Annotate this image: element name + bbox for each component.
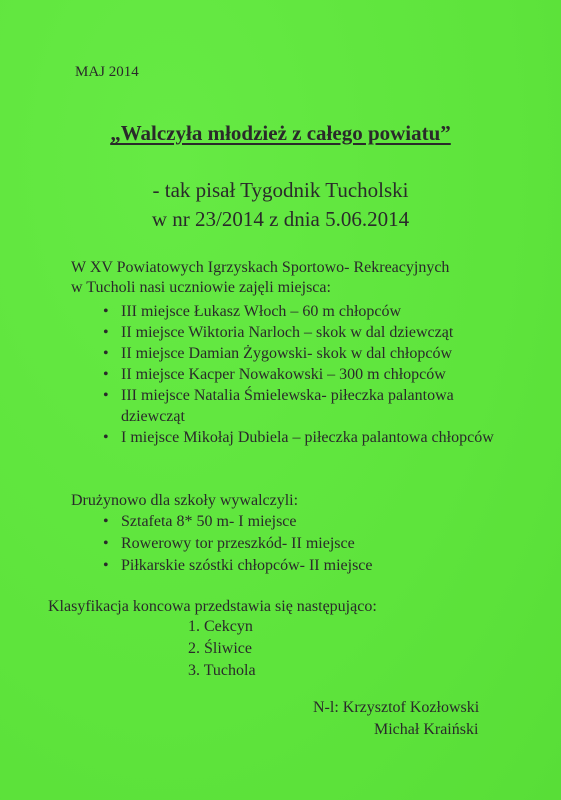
result-item: • I miejsce Mikołaj Dubiela – piłeczka palantowa chłopców: [103, 427, 503, 448]
team-result-item: • Rowerowy tor przeszkód- II miejsce: [103, 533, 373, 555]
classification-item: 3. Tuchola: [188, 662, 256, 679]
classification-list: [188, 616, 256, 682]
team-result-item: • Sztafeta 8* 50 m- I miejsce: [103, 511, 373, 533]
signature-line-2: Michał Kraiński: [374, 721, 479, 738]
results-list: [103, 301, 503, 448]
subtitle-line-1: - tak pisał Tygodnik Tucholski: [152, 178, 409, 202]
subtitle-line-2: w nr 23/2014 z dnia 5.06.2014: [151, 207, 410, 231]
result-item: • II miejsce Wiktoria Narloch – skok w dal dziewcząt: [103, 322, 503, 343]
intro-line-1: W XV Powiatowych Igrzyskach Sportowo- Rekreacyjnych: [71, 259, 450, 276]
intro-line-2: w Tucholi nasi uczniowie zajęli miejsca:: [71, 279, 331, 296]
result-item: • III miejsce Natalia Śmielewska- piłeczka palantowa dziewcząt: [103, 385, 503, 427]
headline-text: „Walczyła młodzież z całego powiatu”: [110, 121, 451, 145]
subtitle: [0, 176, 561, 234]
team-results-title: Drużynowo dla szkoły wywalczyli:: [71, 492, 299, 509]
team-results-list: [103, 511, 373, 577]
signature: [313, 697, 479, 741]
classification-item: 1. Cekcyn: [188, 618, 253, 635]
headline: [0, 121, 561, 146]
classification-title: Klasyfikacja koncowa przedstawia się następująco:: [48, 598, 377, 615]
classification-item: 2. Śliwice: [188, 640, 252, 657]
document-date: MAJ 2014: [75, 64, 139, 80]
result-item: • II miejsce Kacper Nowakowski – 300 m chłopców: [103, 364, 503, 385]
team-result-item: • Piłkarskie szóstki chłopców- II miejsce: [103, 555, 373, 577]
result-item: • III miejsce Łukasz Włoch – 60 m chłopców: [103, 301, 503, 322]
result-item: • II miejsce Damian Żygowski- skok w dal chłopców: [103, 343, 503, 364]
intro-paragraph: [71, 258, 449, 298]
signature-line-1: N-l: Krzysztof Kozłowski: [313, 699, 480, 716]
